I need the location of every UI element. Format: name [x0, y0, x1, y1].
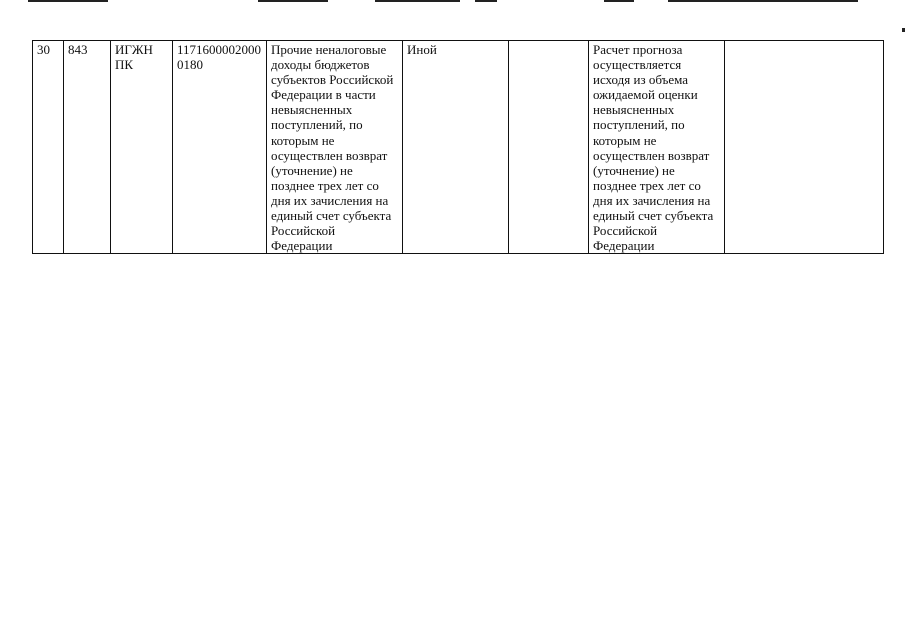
row-number-text: 30: [37, 42, 50, 57]
scan-artifact-line: [258, 0, 328, 2]
scan-top-edge: [0, 0, 905, 3]
scan-artifact-line: [28, 0, 108, 2]
admin-code-text: 843: [68, 42, 88, 57]
cell-budget-classification-code: [173, 41, 267, 254]
admin-short-name-text: ИГЖН ПК: [115, 42, 153, 73]
cell-admin-short-name: [111, 41, 173, 254]
cell-algorithm: [589, 41, 725, 254]
cell-indicator-description: [725, 41, 884, 254]
scan-artifact-line: [475, 0, 497, 2]
scan-artifact-line: [604, 0, 634, 2]
cell-forecast-method: [403, 41, 509, 254]
scan-artifact-line: [375, 0, 460, 2]
cell-income-name: [267, 41, 403, 254]
budget-classification-code-text: 11716000020000180: [177, 42, 262, 73]
cell-row-number: [33, 41, 64, 254]
algorithm-text: Расчет прогноза осуществляется исходя из объема ожидаемой оценки невыясненных поступлений, по которым не осуществлен возврат (уточнение) не позднее трех лет со дня их зачисления на единый счет субъекта Российской Федерации: [593, 42, 714, 254]
cell-admin-code: [64, 41, 111, 254]
income-name-text: Прочие неналоговые доходы бюджетов субъектов Российской Федерации в части невыясненных поступлений, по которым не осуществлен возврат (уточнение) не позднее трех лет со дня их зачисления на единый счет субъекта Российской Федерации: [271, 42, 394, 254]
forecast-method-table: [32, 40, 884, 254]
forecast-method-text: Иной: [407, 42, 437, 57]
cell-formula: [509, 41, 589, 254]
scan-artifact-line: [668, 0, 858, 2]
table-row: [33, 41, 884, 254]
